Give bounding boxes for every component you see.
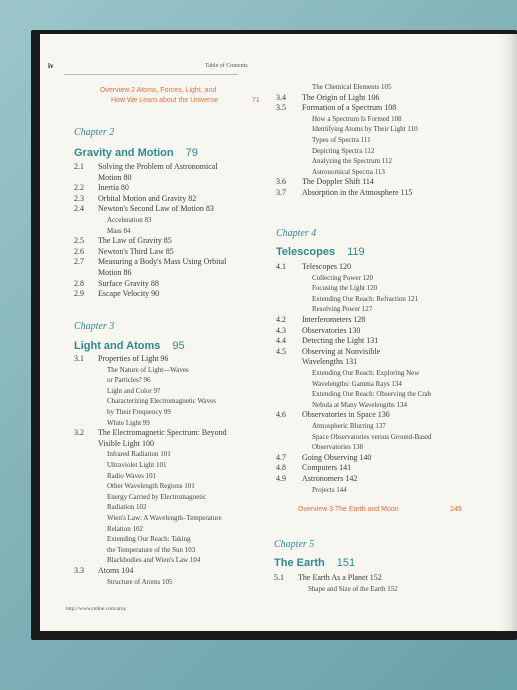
section-number: 3.7	[276, 188, 286, 197]
toc-subentry: Extending Our Reach: Exploring New	[312, 369, 420, 377]
toc-entry: Motion 86	[98, 268, 132, 277]
section-number: 5.1	[274, 573, 284, 582]
chapter-4-page: 119	[347, 246, 365, 258]
toc-subentry: Shape and Size of the Earth 152	[308, 585, 398, 593]
chapter-4-title: Telescopes	[276, 246, 336, 258]
toc-subentry: Resolving Power 127	[312, 305, 373, 314]
section-number: 3.6	[276, 177, 286, 187]
toc-entry: The Earth As a Planet 152	[298, 573, 382, 582]
toc-entry: Orbital Motion and Gravity 82	[98, 193, 197, 203]
toc-subentry: or Particles? 96	[107, 376, 151, 385]
toc-entry: The Law of Gravity 85	[98, 236, 172, 246]
toc-entry: Interferometers 128	[302, 315, 366, 324]
chapter-3-label: Chapter 3	[74, 321, 115, 332]
toc-subentry: Ultraviolet Light 101	[107, 461, 167, 469]
overview-2-line2: How We Learn about the Universe	[111, 97, 218, 104]
overview-3-page: 145	[450, 506, 462, 513]
toc-subentry: Structure of Atoms 105	[107, 577, 173, 586]
toc-subentry: Blackbodies and Wien's Law 104	[107, 556, 201, 565]
section-number: 2.1	[74, 162, 84, 171]
toc-subentry: by Their Frequency 99	[107, 408, 171, 416]
section-number: 4.1	[276, 262, 286, 271]
footer-url[interactable]: http://www.mhhe.com/arny	[66, 606, 127, 612]
toc-entry: Properties of Light 96	[98, 354, 169, 363]
toc-entry: The Doppler Shift 114	[302, 177, 374, 187]
toc-subentry: Mass 84	[107, 226, 131, 235]
toc-subentry: Light and Color 97	[107, 386, 161, 395]
toc-entry: Inertia 80	[98, 183, 129, 193]
toc-entry: Solving the Problem of Astronomical	[98, 162, 218, 171]
toc-entry: Absorption in the Atmosphere 115	[302, 188, 413, 197]
section-number: 3.5	[276, 103, 286, 113]
overview-2-page: 71	[252, 97, 260, 104]
chapter-3-heading	[74, 336, 185, 354]
header-rule	[64, 74, 238, 75]
folio: iv	[48, 62, 54, 70]
chapter-5-heading	[274, 553, 355, 571]
toc-entry: Observing at Nonvisible	[302, 346, 381, 356]
chapter-3-title: Light and Atoms	[74, 340, 161, 352]
toc-entry: Visible Light 100	[98, 438, 154, 448]
toc-subentry: Radio Waves 101	[107, 471, 157, 480]
toc-entry: Computers 141	[302, 463, 352, 473]
chapter-5-title: The Earth	[274, 557, 325, 569]
toc-subentry: Focusing the Light 120	[312, 284, 378, 293]
toc-entry: Newton's Second Law of Motion 83	[98, 204, 214, 214]
toc-subentry: White Light 99	[107, 418, 150, 427]
toc-subentry: Relation 102	[107, 524, 143, 533]
book-page	[40, 34, 517, 631]
toc-entry: Telescopes 120	[302, 262, 351, 271]
toc-subentry: Analyzing the Spectrum 112	[312, 157, 393, 166]
chapter-4-label: Chapter 4	[276, 228, 317, 239]
chapter-2-title: Gravity and Motion	[74, 147, 174, 159]
toc-subentry: Nebula at Many Wavelengths 134	[312, 400, 407, 409]
toc-entry: Observatories 130	[302, 325, 361, 335]
toc-entry: Wavelengths 131	[302, 357, 358, 367]
toc-subentry: Observatories 138	[312, 443, 364, 452]
section-number: 2.6	[74, 246, 84, 256]
section-number: 3.2	[74, 428, 84, 438]
toc-subentry: Wavelengths: Gamma Rays 134	[312, 379, 402, 388]
toc-subentry: How a Spectrum Is Formed 108	[312, 114, 402, 123]
section-number: 4.7	[276, 452, 286, 462]
toc-subentry: The Nature of Light—Waves	[107, 365, 189, 374]
toc-subentry: Energy Carried by Electromagnetic	[107, 492, 207, 501]
section-number: 2.5	[74, 236, 84, 246]
section-number: 4.6	[276, 410, 286, 420]
toc-subentry: Types of Spectra 111	[312, 136, 371, 144]
section-number: 4.8	[276, 463, 286, 473]
section-number: 3.4	[276, 92, 286, 102]
section-number: 2.2	[74, 183, 84, 193]
toc-subentry: Extending Our Reach: Refraction 121	[312, 294, 419, 303]
chapter-3-page: 95	[172, 340, 185, 352]
toc-entry: Observatories in Space 136	[302, 410, 390, 420]
toc-entry: Astronomers 142	[302, 474, 358, 483]
section-number: 2.8	[74, 278, 84, 288]
overview-3-title: Overview 3 The Earth and Moon	[298, 506, 399, 513]
toc-entry: Measuring a Body's Mass Using Orbital	[98, 257, 227, 267]
section-number: 2.3	[74, 193, 84, 203]
toc-subentry: Extending Our Reach: Observing the Crab	[312, 390, 432, 399]
toc-entry: The Origin of Light 106	[302, 92, 380, 102]
toc-subentry: Collecting Power 120	[312, 273, 374, 282]
toc-entry: Going Observing 140	[302, 452, 372, 462]
toc-subentry: The Chemical Elements 105	[312, 83, 392, 91]
toc-subentry: Projects 144	[312, 485, 347, 494]
section-number: 3.3	[74, 566, 84, 575]
chapter-2-heading	[74, 143, 198, 161]
section-number: 4.5	[276, 346, 286, 356]
toc-subentry: Characterizing Electromagnetic Waves	[107, 397, 216, 406]
toc-subentry: Space Observatories versus Ground-Based	[312, 432, 432, 441]
section-number: 2.7	[74, 257, 84, 267]
chapter-4-heading	[276, 242, 365, 260]
toc-entry: Formation of a Spectrum 108	[302, 103, 397, 113]
section-number: 4.4	[276, 336, 286, 346]
chapter-2-label: Chapter 2	[74, 127, 115, 138]
toc-entry: Newton's Third Law 85	[98, 246, 174, 256]
toc-entry: The Electromagnetic Spectrum: Beyond	[98, 428, 227, 438]
section-number: 4.3	[276, 325, 286, 335]
page-gutter-shadow	[499, 34, 517, 631]
section-number: 4.2	[276, 315, 286, 324]
toc-subentry: Identifying Atoms by Their Light 110	[312, 125, 418, 134]
toc-entry: Detecting the Light 131	[302, 336, 379, 346]
chapter-5-label: Chapter 5	[274, 539, 315, 550]
toc-subentry: Acceleration 83	[107, 216, 152, 224]
overview-2-line1: Overview 2 Atoms, Forces, Light, and	[100, 87, 217, 94]
toc-subentry: the Temperature of the Sun 103	[107, 545, 196, 554]
toc-subentry: Extending Our Reach: Taking	[107, 535, 191, 544]
toc-entry: Surface Gravity 88	[98, 278, 159, 288]
toc-entry: Atoms 104	[98, 566, 134, 575]
toc-subentry: Other Wavelength Regions 101	[107, 482, 195, 491]
running-head: Table of Contents	[205, 63, 248, 69]
section-number: 4.9	[276, 474, 286, 483]
chapter-5-page: 151	[336, 557, 356, 569]
toc-entry: Escape Velocity 90	[98, 289, 160, 299]
section-number: 2.9	[74, 289, 84, 299]
toc-subentry: Depicting Spectra 112	[312, 146, 375, 155]
toc-subentry: Infrared Radiation 101	[107, 450, 171, 459]
chapter-2-page: 79	[185, 147, 198, 159]
section-number: 2.4	[74, 204, 84, 214]
toc-subentry: Atmospheric Blurring 137	[312, 422, 386, 430]
toc-entry: Motion 80	[98, 172, 132, 182]
toc-subentry: Radiation 102	[107, 503, 147, 512]
toc-subentry: Astronomical Spectra 113	[312, 167, 385, 176]
toc-subentry: Wien's Law: A Wavelength–Temperature	[107, 514, 222, 522]
section-number: 3.1	[74, 354, 84, 363]
